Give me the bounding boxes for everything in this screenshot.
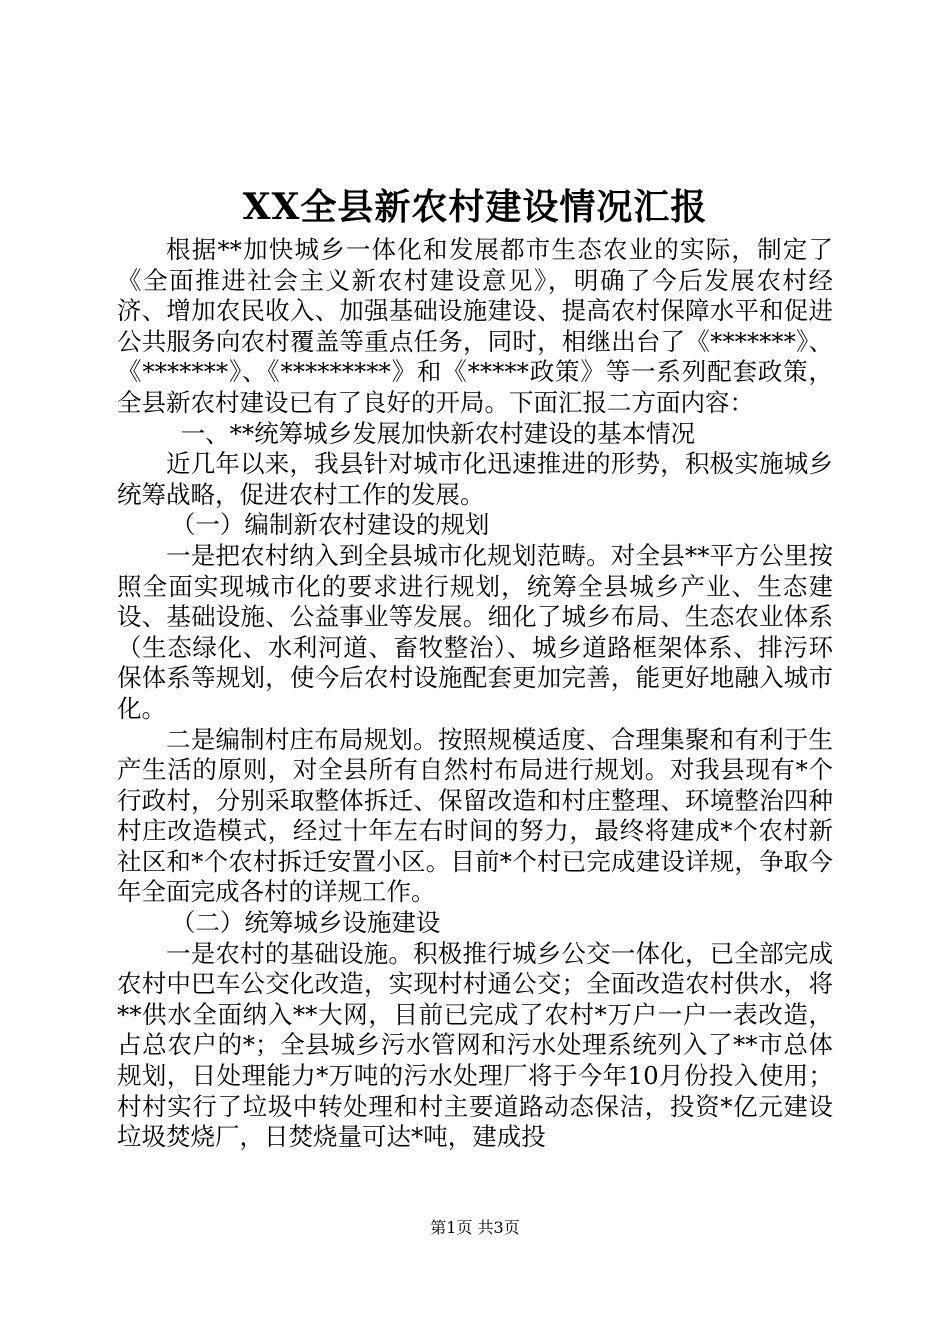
section-heading-1: 一、**统筹城乡发展加快新农村建设的基本情况 (180, 418, 696, 448)
paragraph-overview: 近几年以来，我县针对城市化迅速推进的形势，积极实施城乡统筹战略，促进农村工作的发展。 (117, 449, 833, 509)
page-footer: 第1页 共3页 (430, 1218, 520, 1237)
paragraph-intro: 根据**加快城乡一体化和发展都市生态农业的实际，制定了《全面推进社会主义新农村建设意见》，明确了今后发展农村经济、增加农民收入、加强基础设施建设、提高农村保障水平和促进公共服务向农村覆盖等重点任务，同时，相继出台了《*******》、《*******》、《*********》和《*****政策》等一系列配套政策，全县新农村建设已有了良好的开局。下面汇报二方面内容： (117, 235, 833, 417)
document-body (117, 235, 833, 1153)
document-title: XX全县新农村建设情况汇报 (242, 186, 708, 228)
paragraph-planning-2: 二是编制村庄布局规划。按照规模适度、合理集聚和有利于生产生活的原则，对全县所有自然村布局进行规划。对我县现有*个行政村，分别采取整体拆迁、保留改造和村庄整理、环境整治四种村庄改造模式，经过十年左右时间的努力，最终将建成*个农村新社区和*个农村拆迁安置小区。目前*个村已完成建设详规，争取今年全面完成各村的详规工作。 (117, 724, 833, 907)
paragraph-infrastructure: 一是农村的基础设施。积极推行城乡公交一体化，已全部完成农村中巴车公交化改造，实现村村通公交；全面改造农村供水，将**供水全面纳入**大网，目前已完成了农村*万户一户一表改造，占总农户的*；全县城乡污水管网和污水处理系统列入了**市总体规划，日处理能力*万吨的污水处理厂将于今年10月份投入使用；村村实行了垃圾中转处理和村主要道路动态保洁，投资*亿元建设垃圾焚烧厂，日焚烧量可达*吨，建成投 (117, 938, 833, 1152)
subsection-heading-2: （二）统筹城乡设施建设 (170, 908, 441, 938)
paragraph-planning-1: 一是把农村纳入到全县城市化规划范畴。对全县**平方公里按照全面实现城市化的要求进行规划，统筹全县城乡产业、生态建设、基础设施、公益事业等发展。细化了城乡布局、生态农业体系（生态绿化、水利河道、畜牧整治）、城乡道路框架体系、排污环保体系等规划，使今后农村设施配套更加完善，能更好地融入城市化。 (117, 540, 833, 723)
subsection-heading-1: （一）编制新农村建设的规划 (170, 510, 490, 540)
